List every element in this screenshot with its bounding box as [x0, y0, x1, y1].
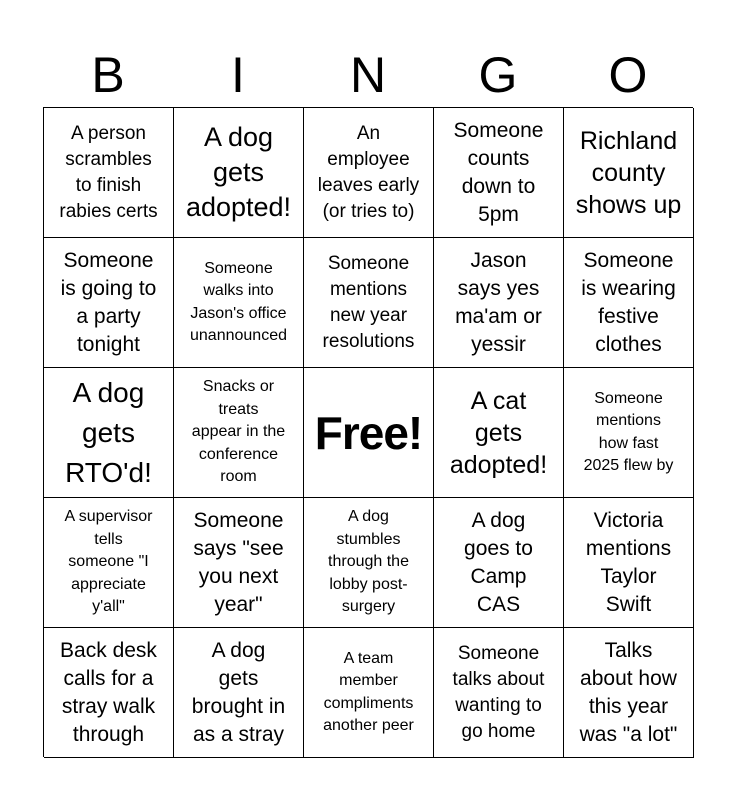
bingo-cell[interactable]	[174, 628, 304, 758]
cell-text: A person scrambles to finish rabies certs	[59, 122, 158, 222]
cell-text: Talks about how this year was "a lot"	[579, 638, 678, 746]
cell-text: A dog gets adopted!	[185, 122, 292, 222]
bingo-cell[interactable]	[174, 368, 304, 498]
cell-text: A dog stumbles through the lobby post- surgery	[328, 508, 409, 616]
cell-text: A dog gets brought in as a stray	[191, 638, 286, 746]
bingo-cell[interactable]	[174, 238, 304, 368]
cell-text: A dog gets RTO'd!	[65, 376, 152, 488]
header-letter-n: N	[349, 47, 387, 103]
bingo-cell[interactable]	[434, 368, 564, 498]
cell-text: Victoria mentions Taylor Swift	[585, 508, 672, 616]
header-letter-i: I	[231, 47, 245, 103]
bingo-cell[interactable]	[434, 238, 564, 368]
bingo-cell[interactable]	[564, 368, 694, 498]
cell-text: Someone is going to a party tonight	[60, 248, 157, 356]
bingo-cell[interactable]	[564, 498, 694, 628]
cell-text: Someone walks into Jason's office unannounced	[190, 259, 287, 344]
cell-text: Someone says "see you next year"	[193, 508, 284, 616]
bingo-cell[interactable]	[434, 108, 564, 238]
cell-text: Snacks or treats appear in the conference room	[191, 378, 286, 486]
cell-text: Richland county shows up	[575, 126, 682, 219]
bingo-cell[interactable]	[434, 628, 564, 758]
cell-text: Back desk calls for a stray walk through	[60, 638, 157, 746]
cell-text: A supervisor tells someone "I appreciate y'all"	[64, 508, 153, 616]
cell-text: Someone mentions how fast 2025 flew by	[583, 389, 674, 474]
bingo-cell[interactable]	[304, 498, 434, 628]
bingo-cell[interactable]	[174, 498, 304, 628]
bingo-grid	[43, 107, 693, 757]
cell-text: A cat gets adopted!	[449, 386, 548, 479]
bingo-cell[interactable]	[434, 498, 564, 628]
cell-text: A dog goes to Camp CAS	[464, 508, 533, 616]
bingo-cell[interactable]	[564, 238, 694, 368]
cell-text: Someone counts down to 5pm	[453, 118, 544, 226]
header-letter-g: G	[478, 47, 518, 103]
bingo-cell[interactable]	[304, 628, 434, 758]
bingo-cell[interactable]	[44, 238, 174, 368]
bingo-cell[interactable]	[564, 628, 694, 758]
free-space-label: Free!	[314, 406, 423, 459]
bingo-cell[interactable]	[44, 498, 174, 628]
bingo-cell[interactable]	[44, 628, 174, 758]
bingo-cell[interactable]	[304, 108, 434, 238]
cell-text: A team member compliments another peer	[323, 649, 414, 734]
cell-text: Jason says yes ma'am or yessir	[455, 248, 542, 356]
bingo-cell[interactable]	[44, 108, 174, 238]
bingo-cell[interactable]	[564, 108, 694, 238]
free-space-cell[interactable]	[304, 368, 434, 498]
header-letter-o: O	[608, 47, 648, 103]
cell-text: Someone is wearing festive clothes	[581, 248, 676, 356]
header-letter-b: B	[91, 47, 125, 103]
cell-text: Someone mentions new year resolutions	[322, 252, 415, 352]
cell-text: An employee leaves early (or tries to)	[317, 122, 420, 222]
bingo-cell[interactable]	[44, 368, 174, 498]
bingo-header	[43, 44, 693, 106]
bingo-cell[interactable]	[174, 108, 304, 238]
cell-text: Someone talks about wanting to go home	[452, 642, 545, 742]
bingo-cell[interactable]	[304, 238, 434, 368]
